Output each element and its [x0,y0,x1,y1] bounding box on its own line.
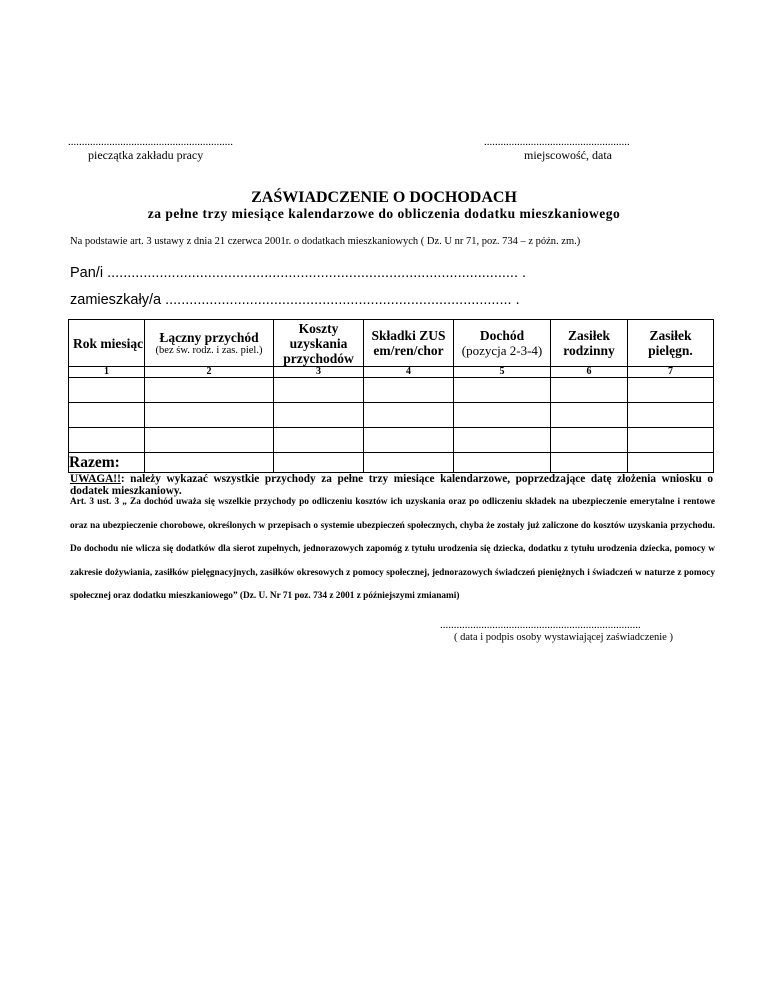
cell[interactable] [145,378,274,403]
table-row [69,428,714,453]
cell[interactable] [454,378,551,403]
cell[interactable] [454,403,551,428]
stamp-label: pieczątka zakładu pracy [88,148,204,162]
signature-label: ( data i podpis osoby wystawiającej zaświadczenie ) [454,632,673,643]
total-cell[interactable] [628,453,714,473]
name-line: Pan/i ...................................................................................................... . [70,265,527,281]
col-number: 4 [364,367,454,378]
cell[interactable] [628,378,714,403]
table-row [69,403,714,428]
col-header-family-allowance: Zasiłek rodzinny [551,320,628,367]
total-label: Razem: [69,453,120,471]
cell[interactable] [69,378,145,403]
cell[interactable] [364,428,454,453]
income-table [68,319,714,473]
col-header-costs: Koszty uzyskania przychodów [274,320,364,367]
cell[interactable] [69,403,145,428]
col-header-total-income: Łączny przychód (bez św. rodz. i zas. piel.) [145,320,274,367]
total-label-cell [69,453,145,473]
table-header-row [69,320,714,367]
warning-label: UWAGA!! [70,473,121,485]
col-header-month: Rok miesiąc [69,320,145,367]
table-row [69,378,714,403]
col-number: 7 [628,367,714,378]
col-header-income: Dochód (pozycja 2-3-4) [454,320,551,367]
total-cell[interactable] [145,453,274,473]
cell[interactable] [274,428,364,453]
cell[interactable] [551,428,628,453]
place-label: miejscowość, data [524,148,612,162]
cell[interactable] [145,428,274,453]
signature-dots: ......................................................................... [440,619,641,631]
total-row [69,453,714,473]
stamp-dots: ............................................................ [68,136,233,148]
col-number: 3 [274,367,364,378]
cell[interactable] [454,428,551,453]
document-title: ZAŚWIADCZENIE O DOCHODACH [251,189,517,206]
total-cell[interactable] [454,453,551,473]
total-cell[interactable] [274,453,364,473]
col-number: 2 [145,367,274,378]
cell[interactable] [145,403,274,428]
cell[interactable] [628,428,714,453]
col-number: 1 [69,367,145,378]
place-dots: ..................................................... [484,136,630,148]
cell[interactable] [274,378,364,403]
cell[interactable] [628,403,714,428]
cell[interactable] [364,403,454,428]
cell[interactable] [364,378,454,403]
col-header-zus: Składki ZUS em/ren/chor [364,320,454,367]
cell[interactable] [551,403,628,428]
col-number: 5 [454,367,551,378]
document-subtitle: za pełne trzy miesiące kalendarzowe do obliczenia dodatku mieszkaniowego [147,206,621,221]
cell[interactable] [69,428,145,453]
total-cell[interactable] [364,453,454,473]
column-number-row [69,367,714,378]
total-cell[interactable] [551,453,628,473]
col-number: 6 [551,367,628,378]
cell[interactable] [274,403,364,428]
col-header-care-allowance: Zasiłek pielęgn. [628,320,714,367]
legal-basis: Na podstawie art. 3 ustawy z dnia 21 czerwca 2001r. o dodatkach mieszkaniowych ( Dz. U nr 71, poz. 734 – z późn. zm.) [70,236,581,247]
warning-text: : należy wykazać wszystkie przychody za pełne trzy miesiące kalendarzowe, poprzedzające datę złożenia wniosku o dodatek mieszkaniowy. [70,473,713,497]
cell[interactable] [551,378,628,403]
article-text: Art. 3 ust. 3 „ Za dochód uważa się wszelkie przychody po odliczeniu kosztów ich uzyskania oraz po odliczeniu składek na ubezpieczenie emerytalne i rentowe oraz na ubezpieczenie chorobowe, określonych w przepisach o systemie ubezpieczeń społecznych, chyba że zostały już zaliczone do kosztów uzyskania przychodu. Do dochodu nie wlicza się dodatków dla sierot zupełnych, jednorazowych zapomóg z tytułu urodzenia się dziecka, dodatku z tytułu urodzenia dziecka, pomocy w zakresie dożywiania, zasiłków pielęgnacyjnych, zasiłków okresowych z pomocy społecznej, jednorazowych świadczeń pieniężnych i świadczeń w naturze z pomocy społecznej oraz dodatku mieszkaniowego” (Dz. U. Nr 71 poz. 734 z 2001 z późniejszymi zmianami) [70,497,715,601]
address-line: zamieszkały/a ...................................................................................... . [70,292,520,308]
